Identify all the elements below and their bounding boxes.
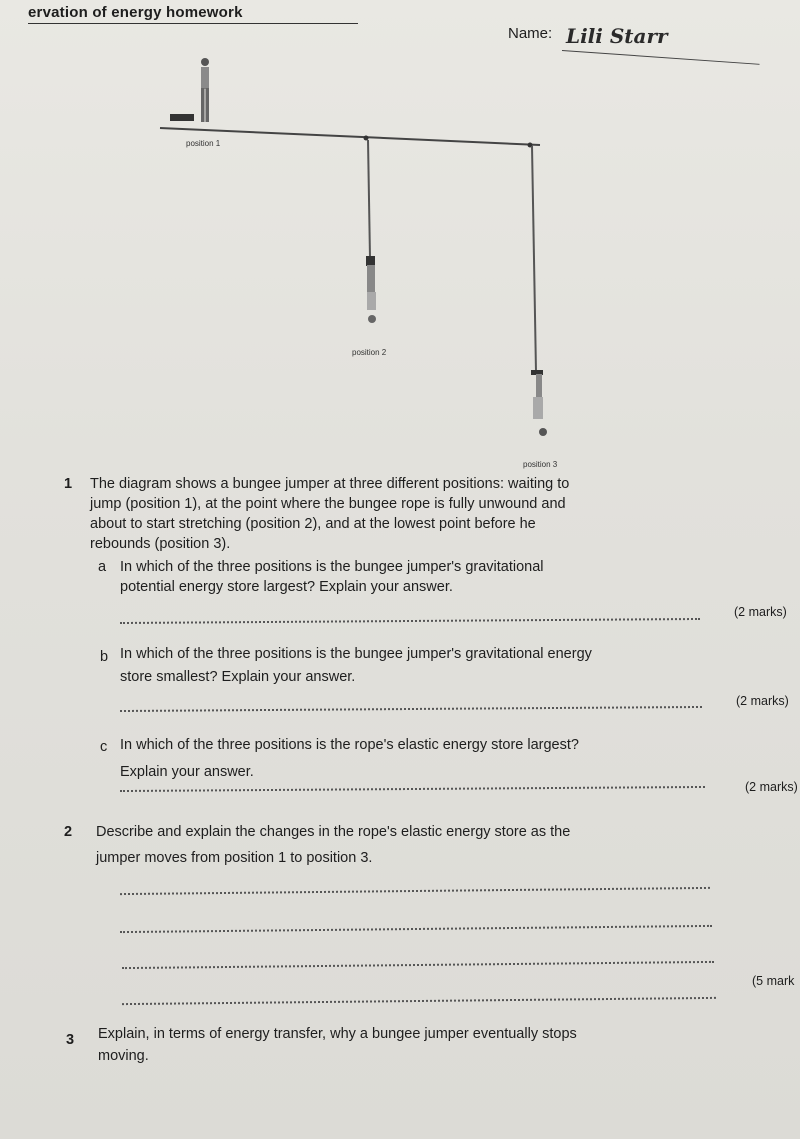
q1a-answer-line[interactable] — [120, 618, 700, 624]
q1b-answer-line[interactable] — [120, 706, 702, 712]
q1c-answer-line[interactable] — [120, 786, 705, 792]
label-position-2: position 2 — [352, 348, 387, 357]
q1a-letter: a — [98, 559, 107, 575]
label-position-1: position 1 — [186, 139, 221, 148]
q1c-letter: c — [100, 739, 108, 755]
bungee-diagram — [0, 50, 800, 480]
beam-dot — [364, 136, 369, 141]
q3-line-2: moving. — [98, 1048, 149, 1064]
q1-intro-line-4: rebounds (position 3). — [90, 536, 231, 552]
rope-position-3 — [532, 146, 536, 372]
jumper-position-1 — [201, 58, 209, 122]
q2-answer-line-1[interactable] — [120, 887, 710, 895]
worksheet-title: ervation of energy homework — [28, 4, 358, 24]
q1-number: 1 — [64, 476, 73, 492]
q1b-marks: (2 marks) — [736, 694, 789, 708]
jump-platform — [170, 114, 194, 121]
q1b-line-1: In which of the three positions is the bungee jumper's gravitational energy — [120, 646, 592, 662]
q1-intro-line-2: jump (position 1), at the point where the bungee rope is fully unwound and — [90, 496, 566, 512]
q2-answer-line-4[interactable] — [122, 997, 716, 1005]
q1c-marks: (2 marks) — [745, 780, 798, 794]
q1b-line-2: store smallest? Explain your answer. — [120, 669, 356, 685]
jumper-position-2 — [366, 256, 376, 323]
q1-intro-line-3: about to start stretching (position 2), and at the lowest point before he — [90, 516, 536, 532]
rope-position-2 — [368, 140, 370, 258]
q3-number: 3 — [66, 1032, 75, 1048]
label-position-3: position 3 — [523, 460, 558, 469]
name-label: Name: — [508, 25, 553, 42]
q1c-line-2: Explain your answer. — [120, 764, 254, 780]
q2-number: 2 — [64, 824, 73, 840]
q2-line-2: jumper moves from position 1 to position 3. — [96, 850, 373, 866]
jumper-position-3 — [531, 370, 547, 436]
q1c-line-1: In which of the three positions is the rope's elastic energy store largest? — [120, 737, 579, 753]
q1b-letter: b — [100, 649, 109, 665]
q1a-marks: (2 marks) — [734, 605, 787, 619]
q1a-line-1: In which of the three positions is the bungee jumper's gravitational — [120, 559, 544, 575]
q2-line-1: Describe and explain the changes in the rope's elastic energy store as the — [96, 824, 571, 840]
name-value: Lili Starr — [566, 24, 668, 48]
q1-intro-line-1: The diagram shows a bungee jumper at three different positions: waiting to — [90, 476, 570, 492]
q1a-line-2: potential energy store largest? Explain your answer. — [120, 579, 453, 595]
q2-answer-line-3[interactable] — [122, 961, 714, 969]
q2-marks: (5 mark — [752, 974, 795, 988]
q2-answer-line-2[interactable] — [120, 925, 712, 933]
q3-line-1: Explain, in terms of energy transfer, why a bungee jumper eventually stops — [98, 1026, 577, 1042]
